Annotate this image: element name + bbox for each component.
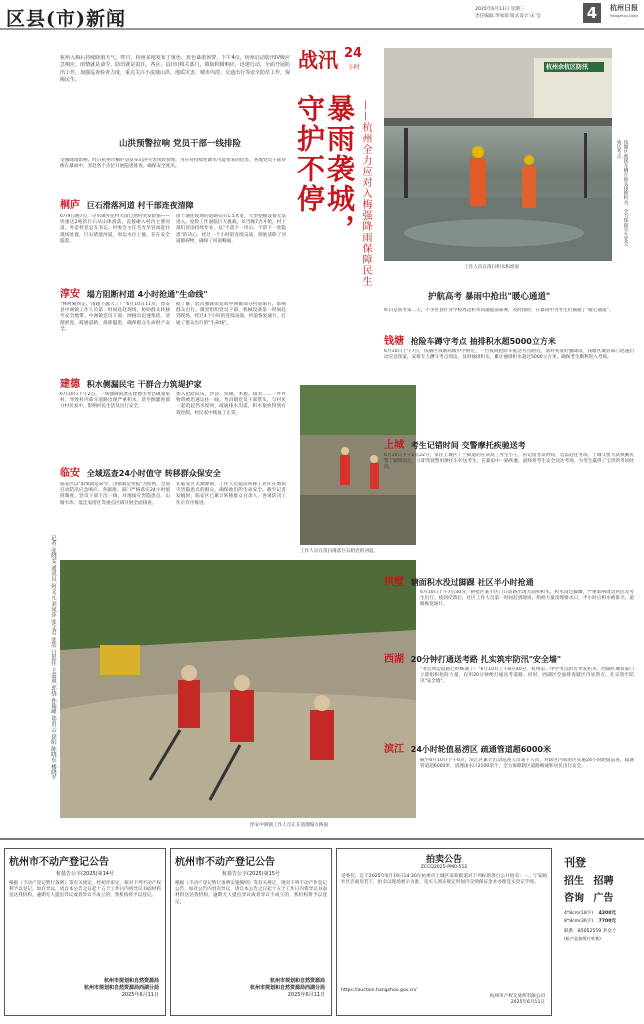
gaokao-title: 护航高考 暴雨中抢出"暖心通道" [428,292,551,302]
jiande-body-right: 加入抢险队伍，沙袋、铁锹、木板、雨衣……一件件物资被迅速运往一线。寿昌镇党员干部带头，与村民一起筑起挡水堤坝，疏通排水沟渠，积水很快得到有效控制，村民家中恢复了正常。 [176,392,286,416]
ads-divider [0,838,644,840]
qiantang-heading: 抢险车蹲守考点 抽排积水超5000立方米 [410,337,556,346]
xihu-heading: 20分钟打通送考路 扎实筑牢防汛"安全墙" [410,655,562,664]
chunan-body-right: 据了解，此次强降雨造成中洲镇部分村道塌方，影响群众出行。镇里组织党员干部、机械设备第一时间赶到现场，经过4个小时的连续奋战，村道恢复通行，打通了群众出行的"生命线"。 [176,302,286,326]
promo-title: 刊登 [564,856,586,869]
promo-phone: 联系：85052559 李女士 [564,929,617,934]
binjiang-title [384,740,551,755]
promo-line-2b: 招聘 [593,876,614,887]
tonglu-title [60,196,194,211]
chunan-title [60,285,207,300]
auction-notice [336,848,552,1016]
headline-line-1: 暴雨袭城， [323,94,356,244]
middle-photo-caption: 工作人员在清扫滑落巨石附近的河道。 [300,549,379,554]
xihu-body: "考点周边道路已经畅通了！"6月10日上午8点40分，杭州第二中学考点附近突发积水，西湖区城管部门立即组织抢险力量，仅用20分钟便打通送考道路。同时，西湖区全面排查辖区内易涝点，扎实筑牢防汛"安全墙"。 [420,667,634,685]
auction-code: ZCCQ2025-PM0-512 [420,865,468,870]
notice-2-body: 根据《不动产登记暂行条例实施细则》等有关规定，现对下列不动产作登记公告，如对公告内容有异议，请自本公告之日起十五个工作日内将异议书面材料送达我机构，逾期无人提出异议或者异议不成立的，我机构将予以登记。 [175,881,327,905]
jiande-body-left: 6月10日下午2点，一场强降雨袭击建德市寿昌镇童家村，导致村内部分道路出现严重积水，甚至倒灌进部分村民家中，影响村民生活及出行安全。 [60,392,170,410]
badge-main: 战汛 [298,48,338,72]
promo-line-3 [558,889,640,904]
notice-2-footer-2: 杭州市规划和自然资源局西湖分局 [249,985,325,991]
notice-1-date: 2025年6月11日 [121,992,159,998]
auction-title: 拍卖公告 [425,855,462,865]
binjiang-body: 截至6月10日下午6点，滨江区累计出动巡查人员超千人次，对辖区内易涝区实施24小时轮值巡查，疏通管道超6000米，清理雨水口2100余个，全力保障辖区道路畅通和居民出行安全。 [420,758,634,770]
auction-date: 2025年6月11日 [510,1000,545,1005]
auction-footer: 杭州市产权交易所有限公司 [489,994,545,999]
promo-line-2a: 招生 [564,876,584,887]
linan-body-right: 在临安区太湖源镇，工作人员提前转移了居住在地质灾害隐患点的群众，确保他们的生命安全。截至记者发稿时，临安区已累计转移群众百余人，各项防汛工作正有序推进。 [176,482,286,506]
auction-url[interactable]: https://auction.hangzhou.gov.cn/ [341,988,417,993]
chunan-place: 淳安 [60,289,80,300]
shangcheng-title [384,436,526,451]
jiande-title [60,375,202,390]
chunan-body-left: "林阿姨快走，雨越下越大了！"6月10日11点，淳安县中洲镇工作人员第一时间赶赴现场，协助群众转移至安全地带。中洲镇党员干部、网格员迅速集结，清理淤泥，疏通道路，排除隐患，确保群众生命财产安全。 [60,302,170,332]
promo-line-3a: 咨询 [564,893,584,904]
gaokao-body: 昨日是高考第二天，不少区县针对学校周边积水问题提前部署，及时排险，在暴雨中为考生们铺就了"暖心通道"。 [384,308,614,313]
chunan-heading: 塌方阻断村道 4小时抢通"生命线" [86,290,208,299]
headline-column-1 [322,94,356,374]
tonglu-body-left: 6月9日晚7点，分水镇外范村大雨自然村突发险情——块重达2吨的巨石从山体滑落，直接砸入村内主要河道。外范村党总支书记、村委会主任毛光华冒雨赶往现场处置，巨石堵塞河道，周边水位上涨，存在安全隐患。 [60,214,170,244]
tonglu-place: 桐庐 [60,200,80,211]
notice-1-code: 杭盐告公字(2025)第14号 [56,871,114,877]
linan-heading: 全域巡查24小时值守 转移群众保安全 [86,469,221,478]
binjiang-heading: 24小时轮值易涝区 疏通管道超6000米 [410,745,551,754]
gongshu-heading: 塘面积水没过脚踝 社区半小时抢通 [410,578,534,587]
promo-price-2-value: 7700元 [598,919,617,924]
promo-ad [558,848,640,1016]
notice-1-title: 杭州市不动产登记公告 [9,857,109,868]
promo-price-1-value: 4200元 [598,911,617,916]
notice-1-body: 根据《不动产登记暂行条例》等有关规定，经初步审定，拟对下列不动产权利予以登记。如有异议，请自本公告之日起十五个工作日内将异议书面材料送达我机构，逾期无人提出异议或者异议不成立的，我机构将予以登记。 [9,881,161,899]
qiantang-body: 6月10日上午7点，钱塘区钱塘高级中学附近，一台夜间抢险车抵达考点附近。面对突发的强降雨，钱塘区城管部门迅速启动应急预案，安排专人蹲守考点周边，及时抽排积水，累计抽排积水超过5000立方米，确保考生顺利进入考场。 [384,349,634,361]
jiande-heading: 积水侧漏民宅 干群合力筑堤护家 [86,380,202,389]
tonglu-heading: 巨石滑落河道 村干部连夜清障 [86,201,194,210]
qiantang-place: 钱塘 [384,336,404,347]
notice-2-date: 2025年6月11日 [287,992,325,998]
lead-paragraph: 杭州入梅后持续降雨天气。昨日，杭州多地发布了黄色、蓝色暴雨预警，下午4点，杭州启动防汛IV级应急响应。雨情就是命令，防汛就是责任。各区、县(市)相关部门、镇街积极响应，迅速行动，全面开展防汛工作，加强巡查检查力度，重点关注小流域山洪、地质灾害、城市内涝、交通出行等安全防范工作，保障民生。 [60,55,290,84]
xihu-place: 西湖 [384,654,404,665]
gongshu-title [384,573,534,588]
photo-road-clearing [60,560,416,818]
mountain-section-body: 受强降雨影响，昨日杭州市桐庐县发布山洪灾害风险预警。为应对持续性降水可能带来的危害，各地党员干部穿梭在暴雨中，奔赴各个点位开展隐患排查，确保安全度汛。 [60,158,286,170]
promo-line-3b: 广告 [593,893,614,904]
xihu-title [384,650,561,665]
paper-name: 杭州日报 [610,3,638,12]
masthead-meta [475,6,585,20]
headline-column-2 [292,94,326,374]
tonglu-body-right: 由于通往现场的道路仅有1.5米宽，大型挖掘设备无法进入，抢险工作面临巨大挑战。从当晚7点开始，村干部们冒雨持续作业，以"不落下一块石、不留下一处隐患"的决心，经过一个小时的连续奋战，彻底清除了河道障碍物，确保了河道畅通。 [176,214,286,244]
linan-body-left: 临安区以"雨情就是命令、汛情就是警报"为原则，全面启动防汛应急响应。各镇街、部门严格落实24小时值班制度，党员干部下沉一线，对地质灾害隐患点、山塘水库、低洼易涝区等重点区域开展全面排查。 [60,482,170,506]
section-title: 区县(市)新闻 [6,8,126,30]
gongshu-place: 拱墅 [384,577,404,588]
binjiang-place: 滨江 [384,744,404,755]
notice-2-title: 杭州市不动产登记公告 [175,857,275,868]
page-number: 4 [583,3,601,23]
photo-illustration [384,48,612,261]
promo-price-2-label: 8*8cm(36字) [564,919,594,924]
paper-name-en: Hangzhou Daily [609,14,639,18]
photo-flood-worker [384,48,612,261]
promo-price-2 [558,916,640,924]
notice-2-code: 杭盐告公字(2025)第15号 [222,871,280,877]
notice-2-footer-1: 杭州市规划和自然资源局 [269,978,325,984]
notice-1-footer-2: 杭州市规划和自然资源局西湖分局 [83,985,159,991]
promo-price-1-label: 4*8cm(18字) [564,911,594,916]
badge-num: 24 [344,46,363,61]
badge-unit: 小时 [348,64,361,71]
qiantang-title [384,332,556,347]
big-photo-caption: 淳安中洲镇工作人员正在清理塌方路面 [250,823,329,828]
editor-line: 责任编辑:李加瑞 版式设计:宋 莹 [475,14,541,19]
headline-subtitle: ——杭州全力应对入梅强降雨保障民生 [360,100,371,287]
shangcheng-place: 上城 [384,440,404,451]
banner-badge [298,44,380,78]
linan-place: 临安 [60,468,80,479]
side-caption: 钱塘区救援车辆在街头排除积水，全力保障学生安全到达考点 [616,140,628,246]
top-photo-caption: 工作人员在清扫积水和淤泥 [464,265,520,270]
headline-line-2: 守护不停 [293,94,326,214]
notice-2 [170,848,332,1016]
road-illustration [60,560,416,818]
notice-1 [4,848,166,1016]
promo-price-1 [558,904,640,916]
promo-note: (杭产品按图片单独) [564,936,601,941]
paper-logo [606,4,642,20]
shangcheng-body: 6月10日下午2点22分，家住上城区丁兰街道的在读高三考生小王，因记错考试时间，急需赶往考场。上城交警大队执勤民警了解情况后，立即驾驶警用摩托车护送考生，在暴雨中一路疾驰，最终将考生安全送达考场，为考生赢得了宝贵的考试时间。 [384,453,634,471]
gongshu-body: 6月10日上午7点30分，拱墅区某小区门口道路出现大面积积水，积水没过脚踝，严重影响周边居民及考生出行。接到反馈后，社区工作人员第一时间赶到现场，组织力量清理排水口，半小时后积水被排尽，道路恢复通行。 [420,590,634,608]
photo-vehicle-sign: 杭州余杭区防汛 [546,64,589,71]
promo-line-2 [558,872,640,887]
auction-body: 受委托，定于2025年6月19日14:30在杭州市上城区采荷街道对下列标的进行公开拍卖：一、宁安路社区店面房若干，拍卖以现场展示为准，竞买人须在规定时间内交纳保证金并办理竞买登记手续。 [341,874,547,886]
date-line: 2025年6月11日 星期三 [475,7,525,12]
mountain-section-title: 山洪预警拉响 党员干部一线排险 [119,139,241,149]
jiande-place: 建德 [60,379,80,390]
linan-title [60,464,221,479]
notice-1-footer-1: 杭州市规划和自然资源局 [103,978,159,984]
journalist-credits: 记者 张晓雯 通讯员 何文元 刘凤萍 张文君 张浩 吕思佳 王嘉琪 郭骁 孙瑞峰 郑贵云 徐阳 陈晓东 楼晓平 [50,535,56,781]
shangcheng-heading: 考生记错时间 交警摩托疾驰送考 [410,441,526,450]
